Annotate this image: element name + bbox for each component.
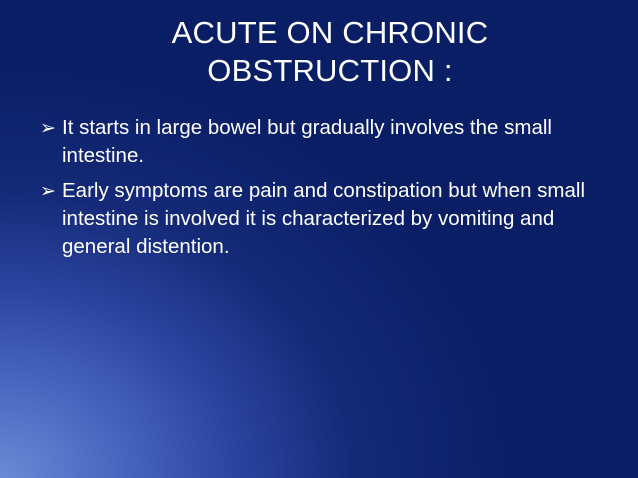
bullet-text: It starts in large bowel but gradually involves the small intestine. — [62, 116, 552, 167]
bullet-text: Early symptoms are pain and constipation but when small intestine is involved it is characterized by vomiting and general distention. — [62, 179, 586, 258]
arrow-bullet-icon: ➢ — [40, 117, 56, 139]
bullet-item — [0, 177, 638, 261]
arrow-bullet-icon: ➢ — [40, 180, 56, 202]
slide-title-line-1: ACUTE ON CHRONIC — [171, 15, 489, 50]
slide-title-line-2: OBSTRUCTION : — [207, 53, 453, 88]
bullet-item — [0, 114, 638, 170]
bullet-list — [0, 114, 638, 268]
slide-title — [120, 14, 540, 90]
